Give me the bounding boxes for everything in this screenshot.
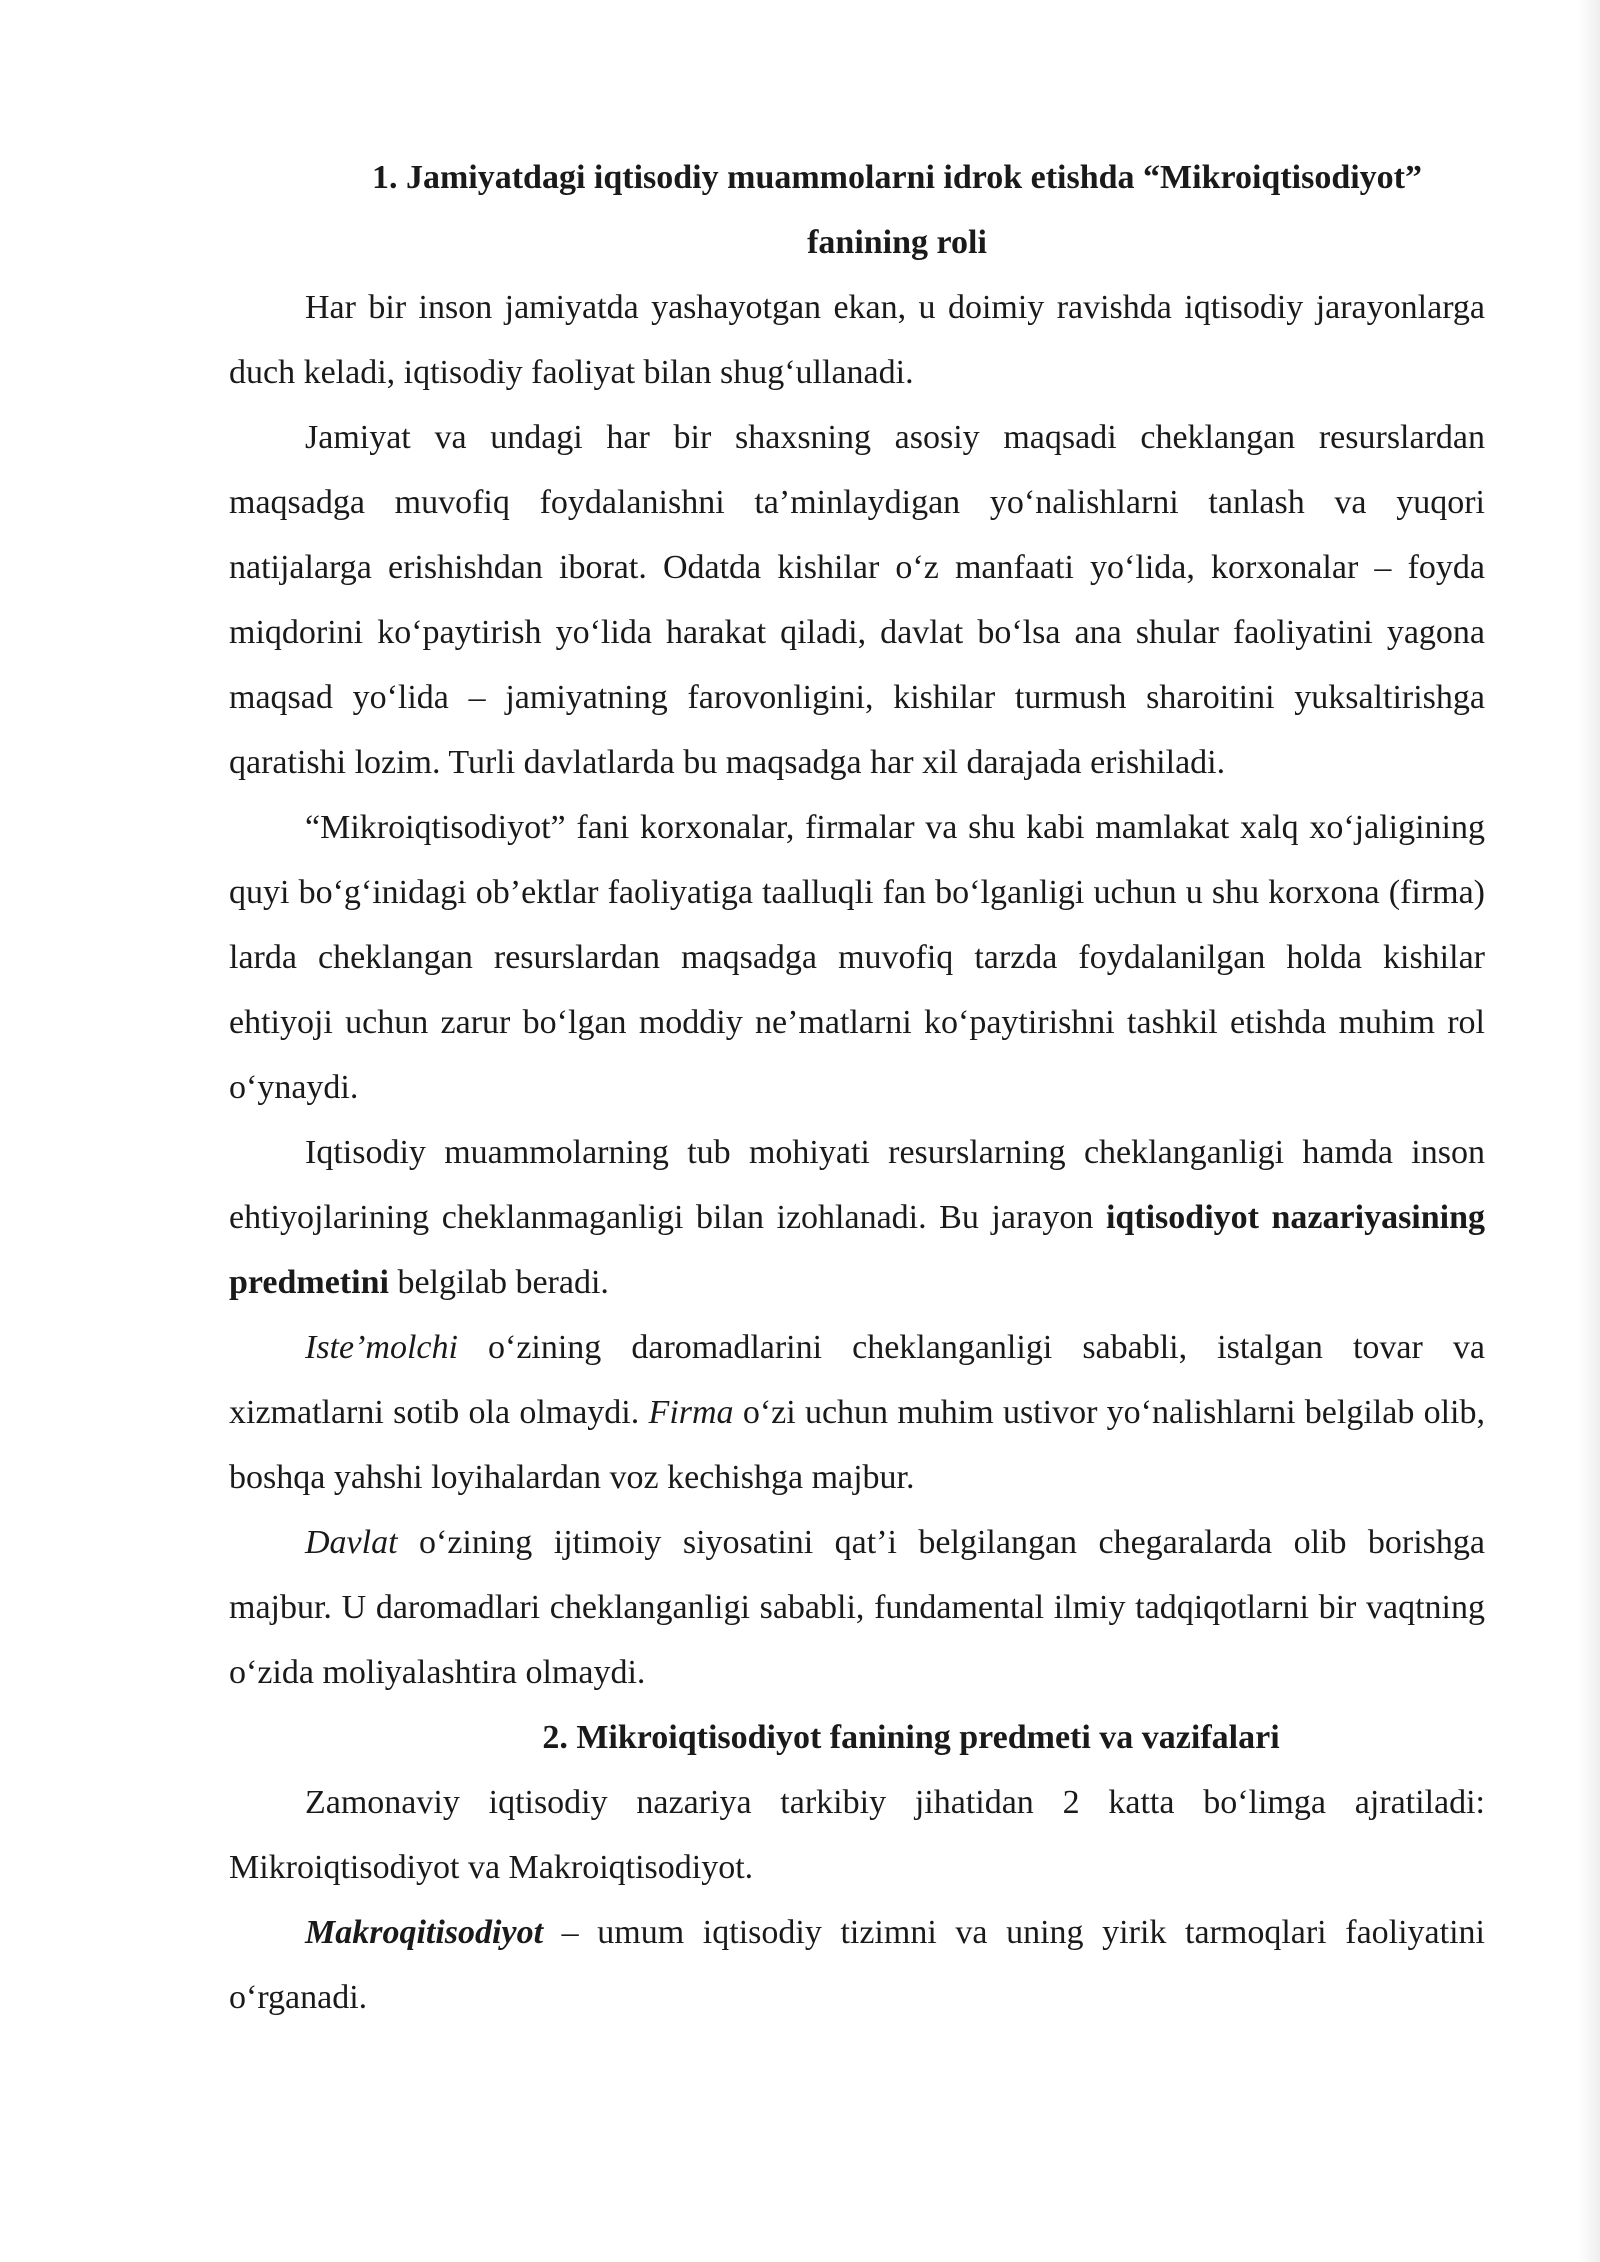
paragraph-5-text-a: o‘zining daromadlarini cheklanganligi sababli, istalgan tovar va xizmatlarni sotib ola olmaydi. [229, 1329, 1485, 1431]
paragraph-5 [229, 1315, 1485, 1510]
paragraph-8 [229, 1900, 1485, 2030]
paragraph-3: “Mikroiqtisodiyot” fani korxonalar, firmalar va shu kabi mamlakat xalq xo‘jaligining quyi bo‘g‘inidagi ob’ektlar faoliyatiga taalluqli fan bo‘lganligi uchun u shu korxona (firma) larda cheklangan resurslardan maqsadga muvofiq tarzda foydalanilgan holda kishilar ehtiyoji uchun zarur bo‘lgan moddiy ne’matlarni ko‘paytirishni tashkil etishda muhim rol o‘ynaydi. [229, 809, 1485, 1106]
paragraph-8-text: – umum iqtisodiy tizimni va uning yirik tarmoqlari faoliyatini o‘rganadi. [229, 1914, 1485, 2016]
paragraph-2: Jamiyat va undagi har bir shaxsning asosiy maqsadi cheklangan resurslardan maqsadga muvofiq foydalanishni ta’minlaydigan yo‘nalishlarni tanlash va yuqori natijalarga erishishdan iborat. Odatda kishilar o‘z manfaati yo‘lida, korxonalar – foyda miqdorini ko‘paytirish yo‘lida harakat qiladi, davlat bo‘lsa ana shular faoliyatini yagona maqsad yo‘lida – jamiyatning farovonligini, kishilar turmush sharoitini yuksaltirishga qaratishi lozim. Turli davlatlarda bu maqsadga har xil darajada erishiladi. [229, 419, 1485, 781]
paragraph-7: Zamonaviy iqtisodiy nazariya tarkibiy jihatidan 2 katta bo‘limga ajratiladi: Mikroiqtisodiyot va Makroiqtisodiyot. [229, 1784, 1485, 1886]
paragraph-6 [229, 1510, 1485, 1705]
section-heading-1-line1: 1. Jamiyatdagi iqtisodiy muammolarni idrok etishda “Mikroiqtisodiyot” [371, 159, 1423, 196]
paragraph-4-text-a: Iqtisodiy muammolarning tub mohiyati resurslarning cheklanganligi hamda inson ehtiyojlarining cheklanmaganligi bilan izohlanadi. Bu jarayon [229, 1134, 1485, 1236]
section-heading-1 [229, 145, 1485, 275]
document-body [229, 145, 1485, 2030]
section-heading-2: 2. Mikroiqtisodiyot fanining predmeti va vazifalari [542, 1719, 1280, 1756]
paragraph-5-term-firm: Firma [648, 1394, 734, 1431]
page-edge-shadow [1578, 0, 1600, 2262]
paragraph-8-term-macro-italic: Makroqitisodiyot [305, 1914, 544, 1951]
paragraph-4 [229, 1120, 1485, 1315]
paragraph-5-text-b: o‘zi uchun muhim ustivor yo‘nalishlarni belgilab olib, boshqa yahshi loyihalardan voz kechishga majbur. [229, 1394, 1485, 1496]
paragraph-4-bold-term: iqtisodiyot nazariyasining predmetini [229, 1199, 1486, 1301]
section-heading-1-line2: fanining roli [807, 224, 987, 261]
paragraph-6-term-state: Davlat [305, 1524, 398, 1561]
paragraph-5-term-consumer: Iste’molchi [305, 1329, 458, 1366]
paragraph-1: Har bir inson jamiyatda yashayotgan ekan, u doimiy ravishda iqtisodiy jarayonlarga duch keladi, iqtisodiy faoliyat bilan shug‘ullanadi. [229, 289, 1485, 391]
paragraph-4-text-b: belgilab beradi. [388, 1264, 609, 1301]
paragraph-6-text: o‘zining ijtimoiy siyosatini qat’i belgilangan chegaralarda olib borishga majbur. U daromadlari cheklanganligi sababli, fundamental ilmiy tadqiqotlarni bir vaqtning o‘zida moliyalashtira olmaydi. [229, 1524, 1485, 1691]
paragraph-8-term-macro [305, 1914, 543, 1951]
